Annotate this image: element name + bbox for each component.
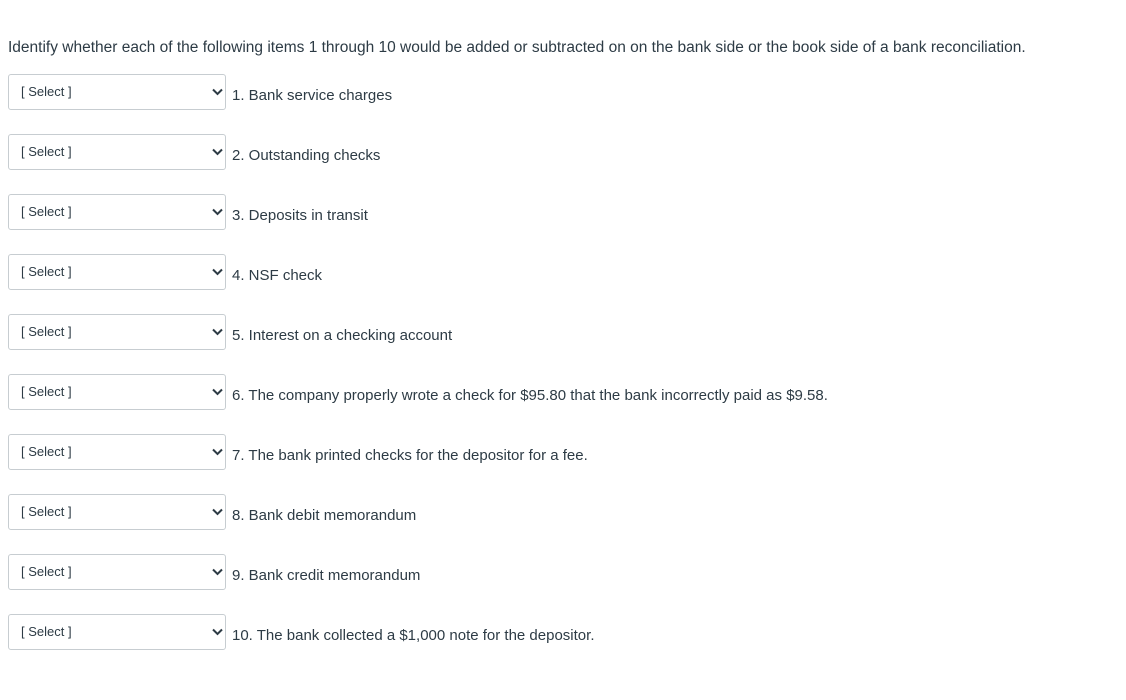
item-label-4: 4. NSF check <box>232 267 323 284</box>
question-instructions: Identify whether each of the following items 1 through 10 would be added or subtracted on on the bank side or the book side of a bank reconciliation. <box>8 39 1026 56</box>
item-label-5: 5. Interest on a checking account <box>232 327 453 344</box>
chevron-down-icon <box>212 88 223 96</box>
dropdown-select-5[interactable] <box>8 314 226 350</box>
item-label-1: 1. Bank service charges <box>232 87 393 104</box>
item-label-6: 6. The company properly wrote a check for $95.80 that the bank incorrectly paid as $9.58. <box>232 387 828 404</box>
dropdown-select-6[interactable] <box>8 374 226 410</box>
chevron-down-icon <box>212 268 223 276</box>
dropdown-selected-value: [ Select ] <box>21 384 72 399</box>
dropdown-select-3[interactable] <box>8 194 226 230</box>
dropdown-select-9[interactable] <box>8 554 226 590</box>
dropdown-select-4[interactable] <box>8 254 226 290</box>
chevron-down-icon <box>212 328 223 336</box>
dropdown-selected-value: [ Select ] <box>21 264 72 279</box>
chevron-down-icon <box>212 388 223 396</box>
dropdown-select-10[interactable] <box>8 614 226 650</box>
item-label-2: 2. Outstanding checks <box>232 147 381 164</box>
dropdown-selected-value: [ Select ] <box>21 324 72 339</box>
chevron-down-icon <box>212 568 223 576</box>
chevron-down-icon <box>212 628 223 636</box>
dropdown-selected-value: [ Select ] <box>21 564 72 579</box>
dropdown-select-8[interactable] <box>8 494 226 530</box>
dropdown-selected-value: [ Select ] <box>21 204 72 219</box>
dropdown-select-1[interactable] <box>8 74 226 110</box>
dropdown-selected-value: [ Select ] <box>21 444 72 459</box>
chevron-down-icon <box>212 448 223 456</box>
item-label-10: 10. The bank collected a $1,000 note for the depositor. <box>232 627 595 644</box>
chevron-down-icon <box>212 148 223 156</box>
dropdown-selected-value: [ Select ] <box>21 84 72 99</box>
dropdown-selected-value: [ Select ] <box>21 504 72 519</box>
dropdown-selected-value: [ Select ] <box>21 144 72 159</box>
dropdown-select-2[interactable] <box>8 134 226 170</box>
dropdown-selected-value: [ Select ] <box>21 624 72 639</box>
item-label-3: 3. Deposits in transit <box>232 207 368 224</box>
chevron-down-icon <box>212 208 223 216</box>
dropdown-select-7[interactable] <box>8 434 226 470</box>
item-label-7: 7. The bank printed checks for the depositor for a fee. <box>232 447 588 464</box>
item-label-8: 8. Bank debit memorandum <box>232 507 417 524</box>
item-label-9: 9. Bank credit memorandum <box>232 567 421 584</box>
chevron-down-icon <box>212 508 223 516</box>
